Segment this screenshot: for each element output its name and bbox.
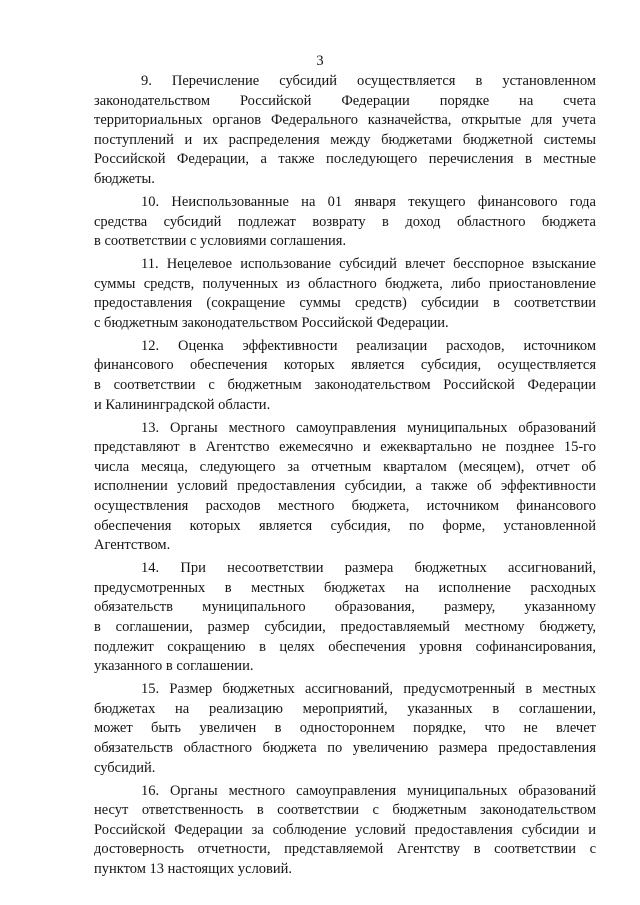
text-line: 15. Размер бюджетных ассигнований, предусмотренный в местных [141, 681, 596, 698]
text-line: 10. Неиспользованные на 01 января текущего финансового года [141, 193, 596, 210]
text-line: законодательством Российской Федерации порядке на счета [94, 92, 596, 109]
text-line: подлежит сокращению в целях обеспечения уровня софинансирования, [94, 638, 596, 655]
paragraph [94, 337, 596, 415]
text-line: Российской Федерации за соблюдение условий предоставления субсидии и [94, 821, 596, 838]
text-line: финансового обеспечения которых является субсидия, осуществляется [94, 357, 596, 374]
text-line: обеспечения которых является субсидия, по форме, установленной [94, 517, 596, 534]
text-line: обязательств областного бюджета по увеличению размера предоставления [94, 739, 596, 756]
text-line: исполнении условий предоставления субсидии, а также об эффективности [94, 478, 596, 495]
paragraph [94, 419, 596, 556]
paragraph [94, 680, 596, 778]
document-body [94, 72, 596, 879]
text-line: 12. Оценка эффективности реализации расходов, источником [141, 337, 596, 354]
text-line: предусмотренных в местных бюджетах на исполнение расходных [94, 579, 596, 596]
text-line: числа месяца, следующего за отчетным кварталом (месяцем), отчет об [94, 458, 596, 475]
text-line: 13. Органы местного самоуправления муниципальных образований [141, 419, 596, 436]
text-line: Агентством. [94, 537, 171, 554]
text-line: в соответствии с бюджетным законодательством Российской Федерации [94, 377, 596, 394]
text-line: поступлений и их распределения между бюджетами бюджетной системы [94, 131, 596, 148]
text-line: достоверность отчетности, представляемой Агентству в соответствии с [94, 841, 596, 858]
text-line: 14. При несоответствии размера бюджетных ассигнований, [141, 560, 596, 577]
page-number: 3 [316, 53, 324, 69]
text-line: средства субсидий подлежат возврату в доход областного бюджета [94, 213, 596, 230]
text-line: в соглашении, размер субсидии, предоставляемый местному бюджету, [94, 618, 596, 635]
paragraph [94, 782, 596, 880]
paragraph [94, 193, 596, 252]
text-line: и Калининградской области. [94, 396, 271, 413]
text-line: Российской Федерации, а также последующего перечисления в местные [94, 151, 596, 168]
text-line: представляют в Агентство ежемесячно и ежеквартально не позднее 15-го [94, 439, 596, 456]
text-line: бюджеты. [94, 170, 155, 187]
text-line: предоставления (сокращение суммы средств) субсидии в соответствии [94, 295, 596, 312]
text-line: бюджетах на реализацию мероприятий, указанных в соглашении, [94, 700, 596, 717]
text-line: обязательств муниципального образования, размеру, указанному [94, 599, 596, 616]
text-line: территориальных органов Федерального казначейства, открытые для учета [94, 112, 596, 129]
text-line: осуществления расходов местного бюджета, источником финансового [94, 498, 596, 515]
paragraph [94, 72, 596, 190]
text-line: 16. Органы местного самоуправления муниципальных образований [141, 782, 596, 799]
text-line: несут ответственность в соответствии с бюджетным законодательством [94, 802, 596, 819]
text-line: 9. Перечисление субсидий осуществляется в установленном [141, 73, 596, 89]
text-line: 11. Нецелевое использование субсидий влечет бесспорное взыскание [141, 256, 596, 273]
text-line: может быть увеличен в одностороннем порядке, что не влечет [94, 720, 596, 737]
text-line: указанного в соглашении. [94, 658, 254, 675]
paragraph [94, 559, 596, 677]
text-line: пунктом 13 настоящих условий. [94, 860, 293, 877]
text-line: в соответствии с условиями соглашения. [94, 233, 347, 250]
text-line: с бюджетным законодательством Российской Федерации. [94, 314, 449, 331]
text-line: суммы средств, полученных из областного бюджета, либо приостановление [94, 275, 596, 292]
text-line: субсидий. [94, 759, 156, 776]
paragraph [94, 255, 596, 333]
